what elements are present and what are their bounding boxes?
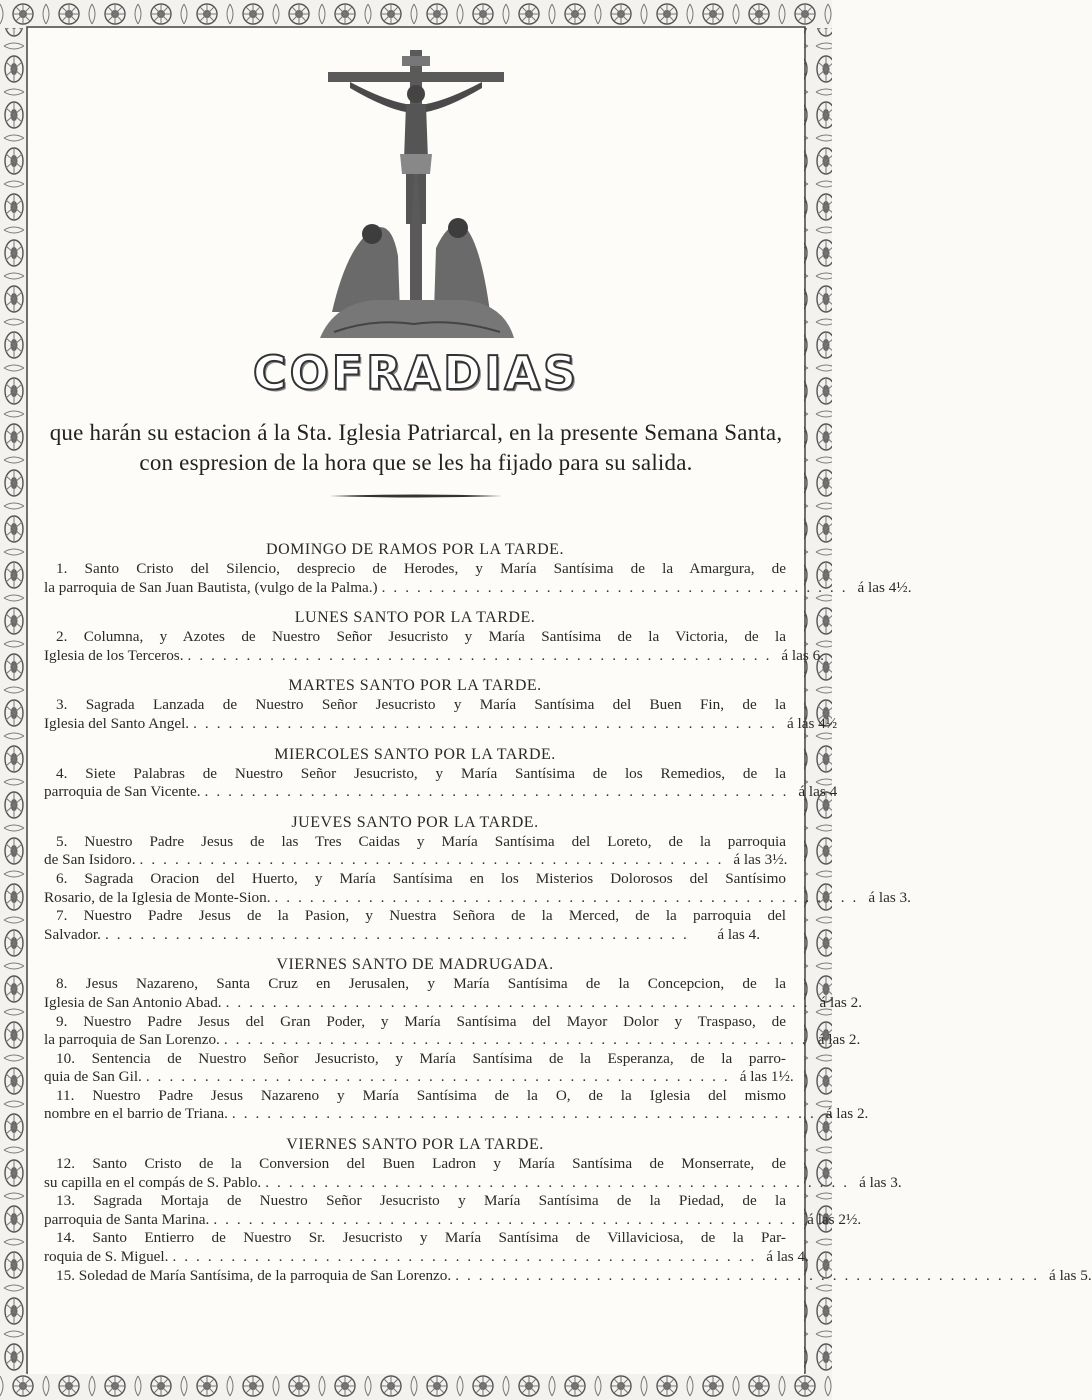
list-item: 10. Sentencia de Nuestro Señor Jesucristo, y María Santísima de la Esperanza, de la parro- quia de San Gil. .................................................. á las 1½. bbox=[44, 1049, 794, 1086]
entry-time: á las 2. bbox=[817, 1031, 861, 1049]
list-item: 12. Santo Cristo de la Conversion del Buen Ladron y María Santísima de Monserrate, de su capilla en el compás de S. Pablo. .................................................. á las 3. bbox=[44, 1155, 902, 1191]
crucifix-illustration bbox=[314, 42, 518, 338]
entry-line: nombre en el barrio de Triana. bbox=[44, 1105, 228, 1123]
decorative-rule bbox=[330, 494, 502, 498]
section-heading: DOMINGO DE RAMOS POR LA TARDE. bbox=[266, 541, 564, 558]
entry-time: á las 6. bbox=[781, 646, 824, 664]
entry-time: á las 5. bbox=[1049, 1266, 1092, 1284]
entry-line: 3. Sagrada Lanzada de Nuestro Señor Jesucristo y María Santísima del Buen Fin, de la bbox=[56, 696, 786, 714]
entry-time: á las 4½. bbox=[857, 578, 912, 596]
entry-line: parroquia de Santa Marina. bbox=[44, 1210, 210, 1228]
entry-line: quia de San Gil. bbox=[44, 1068, 142, 1086]
entry-line: la parroquia de San Lorenzo. bbox=[44, 1031, 220, 1049]
procession-list bbox=[44, 540, 1092, 1296]
entry-time: á las 3½. bbox=[733, 851, 788, 869]
entry-line: de San Isidoro. bbox=[44, 851, 136, 869]
entry-line: 8. Jesus Nazareno, Santa Cruz en Jerusalen, y María Santísima de la Concepcion, de la bbox=[56, 975, 786, 993]
entry-line: Rosario, de la Iglesia de Monte-Sion. bbox=[44, 888, 271, 906]
list-item: 1. Santo Cristo del Silencio, desprecio de Herodes, y María Santísima de la Amargura, de la parroquia de San Juan Bautista, (vulgo de la Palma.) ........................................ á las 4½. bbox=[44, 560, 912, 596]
entry-line: 9. Nuestro Padre Jesus del Gran Poder, y María Santísima del Mayor Dolor y Traspaso, de bbox=[56, 1012, 786, 1030]
list-item: 7. Nuestro Padre Jesus de la Pasion, y Nuestra Señora de la Merced, de la parroquia del Salvador. .................................................. á las 4. bbox=[44, 907, 786, 943]
entry-line: 7. Nuestro Padre Jesus de la Pasion, y Nuestra Señora de la Merced, de la parroquia del bbox=[56, 907, 786, 925]
entry-line: 13. Sagrada Mortaja de Nuestro Señor Jesucristo y María Santísima de la Piedad, de la bbox=[56, 1192, 786, 1210]
entry-line: Salvador. bbox=[44, 925, 101, 943]
entry-line: Iglesia de los Terceros. bbox=[44, 646, 184, 664]
entry-line: roquia de S. Miguel. bbox=[44, 1248, 169, 1266]
entry-time: á las 2. bbox=[819, 993, 863, 1011]
list-item: 3. Sagrada Lanzada de Nuestro Señor Jesucristo y María Santísima del Buen Fin, de la Iglesia del Santo Angel. .................................................. á las 4½ bbox=[44, 696, 838, 732]
entry-line: 1. Santo Cristo del Silencio, desprecio de Herodes, y María Santísima de la Amargura, de bbox=[56, 560, 786, 577]
entry-line: 12. Santo Cristo de la Conversion del Buen Ladron y María Santísima de Monserrate, de bbox=[56, 1155, 786, 1173]
day-section bbox=[44, 540, 912, 597]
section-heading: JUEVES SANTO POR LA TARDE. bbox=[291, 813, 539, 831]
entry-line: 5. Nuestro Padre Jesus de las Tres Caidas y María Santísima del Loreto, de la parroquia bbox=[56, 832, 786, 850]
page-title: COFRADIAS bbox=[252, 346, 580, 400]
list-item: 14. Santo Entierro de Nuestro Sr. Jesucristo y María Santísima de Villaviciosa, de la Par- roquia de S. Miguel. .................................................. á las 4. bbox=[44, 1229, 809, 1266]
entry-line: 10. Sentencia de Nuestro Señor Jesucristo, y María Santísima de la Esperanza, de la parro- bbox=[56, 1049, 786, 1067]
entry-line: parroquia de San Vicente. bbox=[44, 783, 201, 801]
list-item: 2. Columna, y Azotes de Nuestro Señor Jesucristo y María Santísima de la Victoria, de la Iglesia de los Terceros. .................................................. á las 6. bbox=[44, 628, 824, 664]
list-item: 4. Siete Palabras de Nuestro Señor Jesucristo, y María Santísima de los Remedios, de la parroquia de San Vicente. .................................................. á las 4 bbox=[44, 764, 838, 801]
entry-line: 6. Sagrada Oracion del Huerto, y María Santísima en los Misterios Dolorosos del Santísimo bbox=[56, 869, 786, 887]
section-heading: MARTES SANTO POR LA TARDE. bbox=[288, 677, 542, 695]
day-section bbox=[44, 676, 838, 733]
subtitle bbox=[40, 418, 792, 478]
entry-line: 14. Santo Entierro de Nuestro Sr. Jesucristo y María Santísima de Villaviciosa, de la Par- bbox=[56, 1229, 786, 1247]
section-heading: LUNES SANTO POR LA TARDE. bbox=[294, 609, 536, 627]
day-section bbox=[44, 1135, 1092, 1285]
list-item: 11. Nuestro Padre Jesus Nazareno y María Santísima de la O, de la Iglesia del mismo nombre en el barrio de Triana. .................................................. á las 2. bbox=[44, 1086, 869, 1123]
section-heading: VIERNES SANTO POR LA TARDE. bbox=[286, 1136, 544, 1154]
entry-line: 11. Nuestro Padre Jesus Nazareno y María Santísima de la O, de la Iglesia del mismo bbox=[56, 1086, 786, 1104]
subtitle-line: con espresion de la hora que se les ha fijado para su salida. bbox=[139, 450, 693, 475]
entry-line: 15. Soledad de María Santísima, de la parroquia de San Lorenzo. bbox=[56, 1266, 452, 1284]
entry-line: Iglesia de San Antonio Abad. bbox=[44, 993, 222, 1011]
section-heading: MIERCOLES SANTO POR LA TARDE. bbox=[274, 745, 556, 763]
entry-line: Iglesia del Santo Angel. bbox=[44, 714, 190, 732]
list-item: 9. Nuestro Padre Jesus del Gran Poder, y María Santísima del Mayor Dolor y Traspaso, de la parroquia de San Lorenzo. .................................................. á las 2. bbox=[44, 1012, 861, 1049]
list-item: 8. Jesus Nazareno, Santa Cruz en Jerusalen, y María Santísima de la Concepcion, de la Iglesia de San Antonio Abad. .................................................. á las 2. bbox=[44, 975, 863, 1011]
entry-time: á las 2. bbox=[825, 1105, 869, 1123]
entry-line: 4. Siete Palabras de Nuestro Señor Jesucristo, y María Santísima de los Remedios, de la bbox=[56, 764, 786, 782]
subtitle-line: que harán su estacion á la Sta. Iglesia Patriarcal, en la presente Semana Santa, bbox=[49, 420, 783, 445]
entry-time: á las 4. bbox=[766, 1248, 809, 1266]
entry-time: á las 3. bbox=[859, 1173, 902, 1191]
entry-time: á las 2½. bbox=[807, 1210, 862, 1228]
list-item: 5. Nuestro Padre Jesus de las Tres Caidas y María Santísima del Loreto, de la parroquia de San Isidoro. .................................................. á las 3½. bbox=[44, 832, 788, 869]
entry-time: á las 4½ bbox=[786, 714, 838, 732]
entry-line: la parroquia de San Juan Bautista, (vulgo de la Palma.) bbox=[44, 578, 378, 596]
day-section bbox=[44, 745, 838, 802]
entry-time: á las 1½. bbox=[739, 1068, 794, 1086]
list-item: 6. Sagrada Oracion del Huerto, y María Santísima en los Misterios Dolorosos del Santísimo Rosario, de la Iglesia de Monte-Sion. .................................................. á las 3. bbox=[44, 869, 911, 906]
section-heading: VIERNES SANTO DE MADRUGADA. bbox=[276, 956, 554, 974]
entry-line: 2. Columna, y Azotes de Nuestro Señor Jesucristo y María Santísima de la Victoria, de la bbox=[56, 628, 786, 646]
list-item: 15. Soledad de María Santísima, de la parroquia de San Lorenzo. .................................................. á las 5. bbox=[44, 1267, 786, 1286]
list-item: 13. Sagrada Mortaja de Nuestro Señor Jesucristo y María Santísima de la Piedad, de la parroquia de Santa Marina. .................................................. á las 2½. bbox=[44, 1192, 862, 1228]
day-section bbox=[44, 955, 869, 1124]
day-section bbox=[44, 608, 824, 665]
day-section bbox=[44, 813, 911, 945]
entry-time: á las 4 bbox=[798, 783, 838, 801]
entry-time: á las 3. bbox=[868, 888, 911, 906]
entry-line: su capilla en el compás de S. Pablo. bbox=[44, 1173, 262, 1191]
entry-time: á las 4. bbox=[717, 925, 760, 943]
